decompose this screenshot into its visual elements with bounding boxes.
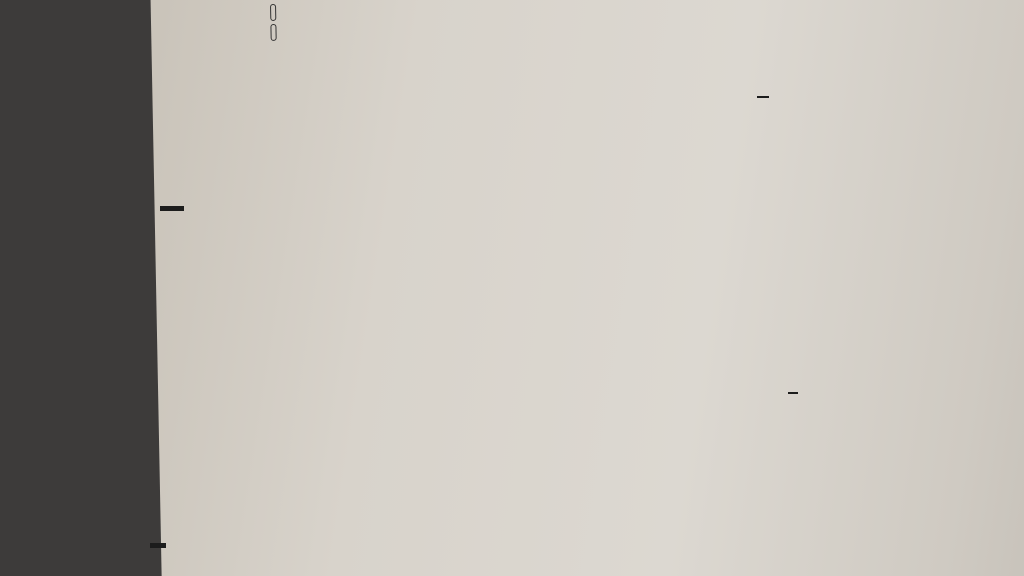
hole-punch-mark: [150, 543, 166, 548]
pen-mark: [788, 392, 798, 394]
section-5-tag: [270, 24, 276, 41]
hole-punch-mark: [160, 206, 184, 211]
paper-sheet: [150, 0, 1024, 576]
pen-mark: [757, 96, 769, 98]
section-4-tag: [270, 4, 276, 21]
